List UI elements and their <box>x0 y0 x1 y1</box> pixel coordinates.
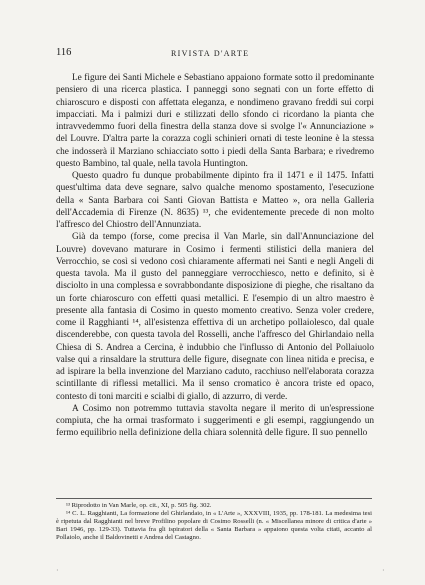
footnote: ¹³ Riprodotto in Van Marle, op. cit., XI, p. 505 fig. 302. <box>66 502 212 509</box>
page-number: 116 <box>56 47 72 58</box>
paragraph: Questo quadro fu dunque probabilmente dipinto fra il 1471 e il 1475. Infatti quest'ultima data deve segnare, salvo qualche menomo spostamento, l'esecuzione della « Santa Barbara coi Santi Giovan Battista e Matteo », ora nella Galleria dell'Accademia di Firenze (N. 8635) ¹³, che evidentemente precede di non molto l'affresco del Chiostro dell'Annunziata. <box>56 171 374 230</box>
print-mark: · <box>56 566 59 575</box>
running-head: RIVISTA D'ARTE <box>171 49 250 58</box>
print-mark: · <box>382 566 385 575</box>
footnote-separator <box>56 498 372 499</box>
paragraph: Le figure dei Santi Michele e Sebastiano appaiono formate sotto il predominante pensiero di una ricerca plastica. I panneggi sono segnati con un forte effetto di chiaroscuro e disposti con affettata eleganza, e nondimeno gravano freddi sui corpi impacciati. Ma i palmizi duri e stilizzati dello sfondo ci ricordano la pianta che intravvedemmo fuori della finestra della stanza dove si svolge l'« Annunciazione » del Louvre. D'altra parte la corazza cogli schinieri ornati di teste leonine è la stessa che indosserà il Marziano schiacciato sotto i piedi della Santa Barbara; e rivedremo questo Bambino, tal quale, nella tavola Huntington. <box>56 73 374 169</box>
footnotes <box>56 502 372 542</box>
page-header <box>56 47 374 59</box>
body-text <box>56 72 374 440</box>
paragraph: Già da tempo (forse, come precisa il Van Marle, sin dall'Annunciazione del Louvre) dovevano maturare in Cosimo i fermenti stilistici della maniera del Verrocchio, se così si vedono così chiaramente affermati nei Santi e negli Angeli di questa tavola. Ma il gusto del panneggiare verrocchiesco, netto e definito, si è disciolto in una complessa e sovrabbondante disposizione di pieghe, che risaltano da un forte chiaroscuro con effetti quasi metallici. E l'esempio di un altro maestro è presente alla fantasia di Cosimo in questo momento creativo. Senza voler credere, come il Ragghianti ¹⁴, all'esistenza effettiva di un archetipo pollaiolesco, dal quale discenderebbe, con questa tavola del Rosselli, anche l'affresco del Ghirlandaio nella Chiesa di S. Andrea a Cercina, è indubbio che l'influsso di Antonio del Pollaiuolo valse qui a rinsaldare la struttura delle figure, disegnate con linea nitida e precisa, e ad ispirare la bella invenzione del Marziano caduto, racchiuso nell'elaborata corazza scintillante di riflessi metallici. Ma il senso cromatico è ancora triste ed opaco, contesto di toni marciti e scialbi di giallo, di azzurro, di verde. <box>56 232 374 402</box>
paragraph: A Cosimo non potremmo tuttavia stavolta negare il merito di un'espressione compiuta, che ha ormai trasformato i suggerimenti e gli esempi, raggiungendo un fermo equilibrio nella definizione della chiara solennità delle figure. Il suo pennello <box>56 403 374 439</box>
footnote: ¹⁴ C. L. Ragghianti, La formazione del Ghirlandaio, in « L'Arte », XXXVIII, 1935, pp. 178-181. La medesima tesi è ripetuta dal Ragghianti nel breve Profilino popolare di Cosimo Rosselli (n. « Miscellanea minore di critica d'arte » Bari 1946, pp. 129-33). Tuttavia fra gli ispiratori della « Santa Barbara » appaiono questa volta citati, accanto al Pollaiolo, anche il Baldovinetti e Andrea del Castagno. <box>56 510 372 542</box>
